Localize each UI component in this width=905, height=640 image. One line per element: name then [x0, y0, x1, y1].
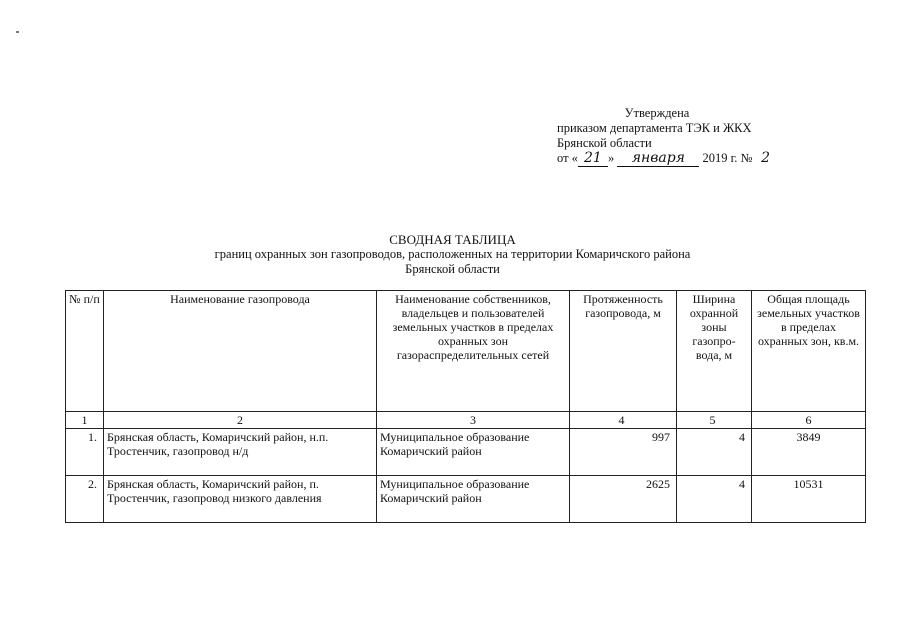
- header-total-area: Общая площадь земельных участков в пределах охранных зон, кв.м.: [752, 291, 866, 412]
- row-owner: Муниципальное образование Комаричский район: [377, 476, 570, 523]
- title-region: Брянской области: [405, 262, 500, 276]
- row-number: 1.: [66, 429, 104, 476]
- table-row: [66, 476, 866, 523]
- table-row: [66, 429, 866, 476]
- header-pipeline-name: Наименование газопровода: [104, 291, 377, 412]
- title-subtitle: границ охранных зон газопроводов, расположенных на территории Комаричского района: [214, 247, 691, 261]
- approval-title: Утверждена: [624, 106, 690, 120]
- row-pipeline-name: Брянская область, Комаричский район, п. Тростенчик, газопровод низкого давления: [104, 476, 377, 523]
- row-owner: Муниципальное образование Комаричский район: [377, 429, 570, 476]
- header-owners: Наименование собственников, владельцев и пользователей земельных участков в пределах охранных зон газораспределительных сетей: [377, 291, 570, 412]
- row-area: 10531: [752, 476, 866, 523]
- date-year: 2019 г. №: [702, 151, 753, 165]
- handwritten-month: января: [617, 151, 699, 167]
- summary-table: [65, 290, 866, 523]
- approval-order-line: приказом департамента ТЭК и ЖКХ: [557, 121, 752, 135]
- date-prefix: от «: [557, 151, 578, 165]
- title-main: СВОДНАЯ ТАБЛИЦА: [389, 232, 516, 247]
- row-number: 2.: [66, 476, 104, 523]
- row-length: 2625: [570, 476, 677, 523]
- handwritten-day: 21: [578, 151, 608, 167]
- header-zone-width: Ширина охранной зоны газопро-вода, м: [677, 291, 752, 412]
- header-number: № п/п: [66, 291, 104, 412]
- col-number: 2: [104, 412, 377, 429]
- approval-region-line: Брянской области: [557, 136, 652, 150]
- date-mid: »: [607, 151, 615, 165]
- header-length: Протяженность газопровода, м: [570, 291, 677, 412]
- row-area: 3849: [752, 429, 866, 476]
- row-pipeline-name: Брянская область, Комаричский район, н.п. Тростенчик, газопровод н/д: [104, 429, 377, 476]
- handwritten-order-number: 2: [761, 150, 771, 166]
- row-zone-width: 4: [677, 476, 752, 523]
- column-number-row: [66, 412, 866, 429]
- col-number: 5: [677, 412, 752, 429]
- col-number: 4: [570, 412, 677, 429]
- approval-block: [557, 106, 776, 167]
- row-length: 997: [570, 429, 677, 476]
- approval-date-line: [557, 151, 776, 167]
- document-title: [0, 232, 905, 277]
- col-number: 3: [377, 412, 570, 429]
- col-number: 6: [752, 412, 866, 429]
- col-number: 1: [66, 412, 104, 429]
- table-header-row: [66, 291, 866, 412]
- scan-speck: [16, 31, 19, 33]
- row-zone-width: 4: [677, 429, 752, 476]
